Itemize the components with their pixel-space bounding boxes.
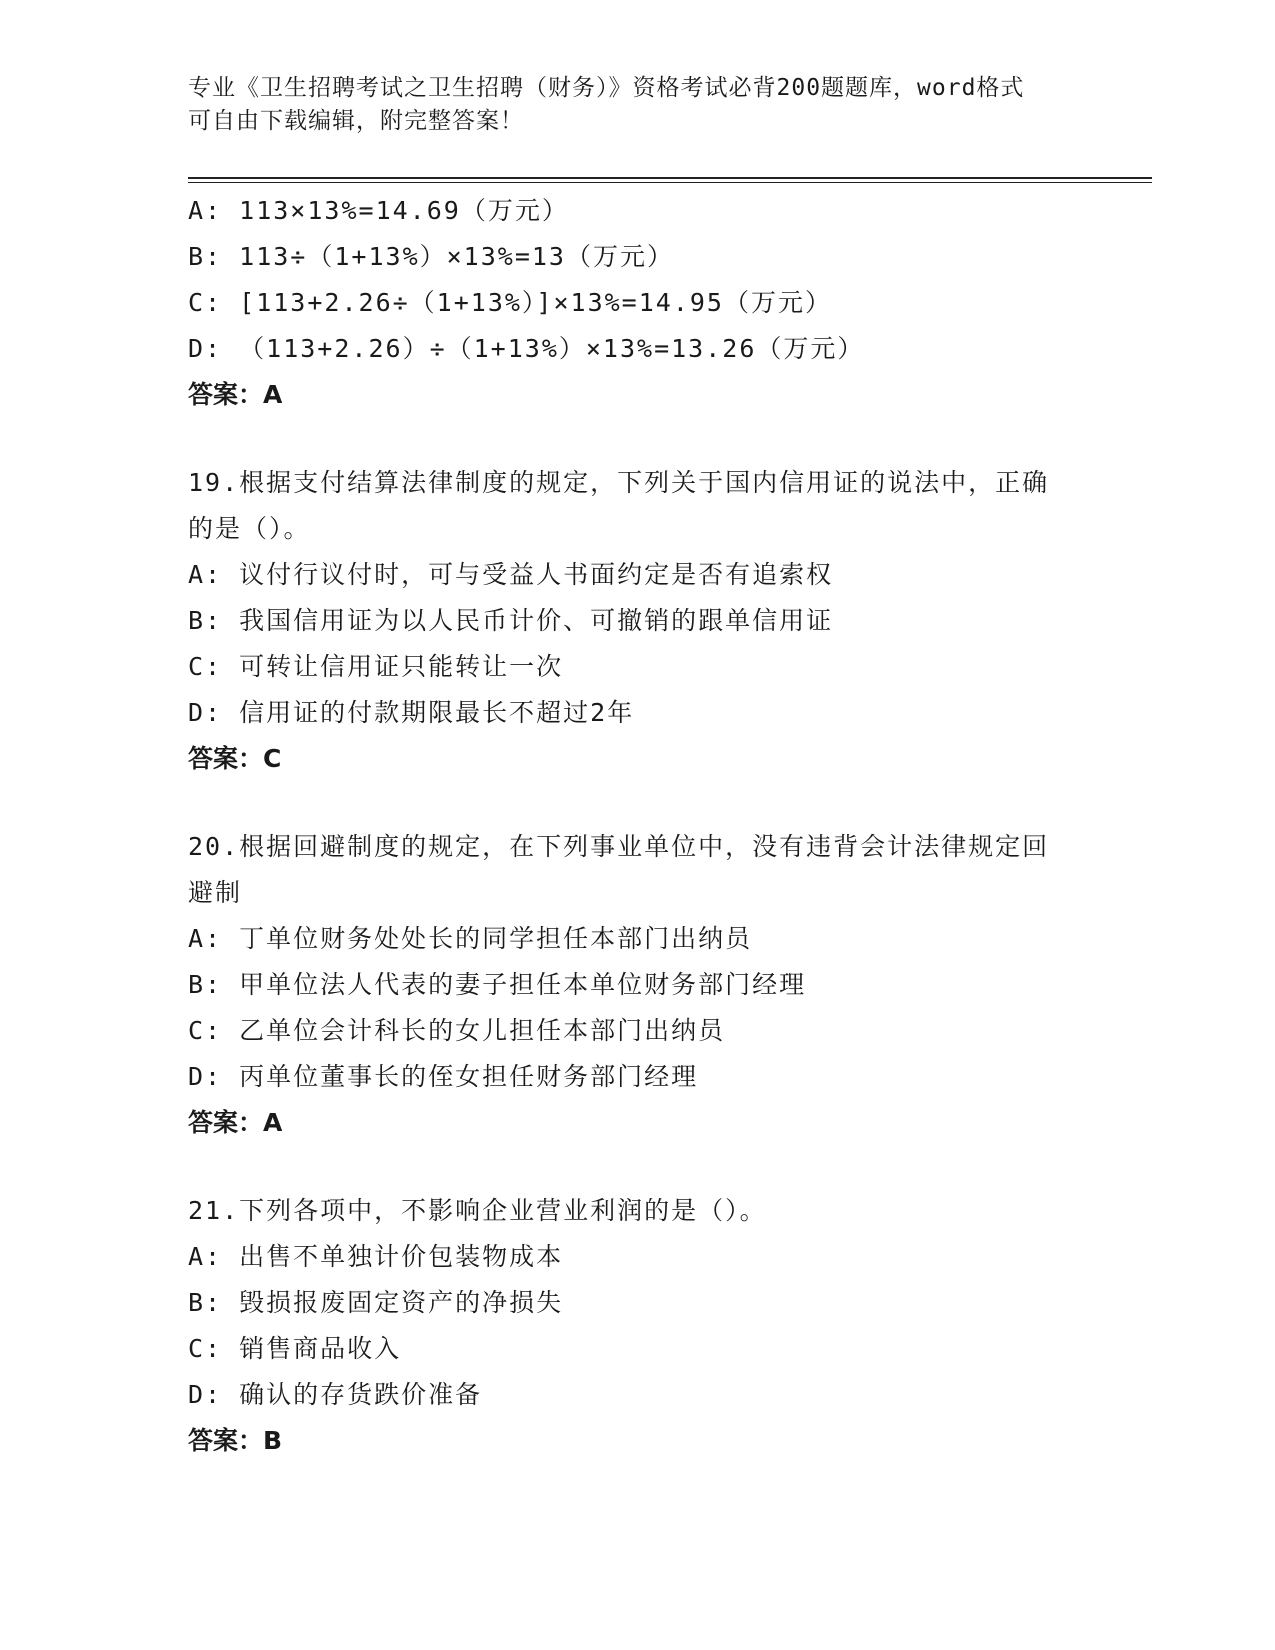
- option-d: D: （113+2.26）÷（1+13%）×13%=13.26（万元）: [188, 334, 865, 363]
- question-stem: 19.根据支付结算法律制度的规定，下列关于国内信用证的说法中，正确的是（）。: [188, 468, 1050, 543]
- option-b: B: 我国信用证为以人民币计价、可撤销的跟单信用证: [188, 606, 834, 635]
- answer-line: 答案：B: [188, 1426, 283, 1455]
- document-header: [188, 72, 1088, 138]
- option-c: C: [113+2.26÷（1+13%）]×13%=14.95（万元）: [188, 288, 832, 317]
- question-content: [188, 188, 1088, 1464]
- option-d: D: 丙单位董事长的侄女担任财务部门经理: [188, 1062, 699, 1091]
- question-21: [188, 1188, 1088, 1464]
- option-b: B: 毁损报废固定资产的净损失: [188, 1288, 564, 1317]
- header-divider: [188, 177, 1152, 183]
- option-a: A: 丁单位财务处处长的同学担任本部门出纳员: [188, 924, 753, 953]
- answer-line: 答案：A: [188, 1108, 283, 1137]
- option-c: C: 可转让信用证只能转让一次: [188, 652, 564, 681]
- question-20: [188, 824, 1088, 1146]
- option-d: D: 信用证的付款期限最长不超过2年: [188, 698, 635, 727]
- option-b: B: 113÷（1+13%）×13%=13（万元）: [188, 242, 674, 271]
- option-c: C: 乙单位会计科长的女儿担任本部门出纳员: [188, 1016, 726, 1045]
- previous-question: [188, 188, 1088, 418]
- question-19: [188, 460, 1088, 782]
- option-a: A: 113×13%=14.69（万元）: [188, 196, 569, 225]
- question-stem: 20.根据回避制度的规定，在下列事业单位中，没有违背会计法律规定回避制: [188, 832, 1050, 907]
- question-stem: 21.下列各项中，不影响企业营业利润的是（）。: [188, 1196, 767, 1225]
- answer-line: 答案：A: [188, 380, 283, 409]
- option-a: A: 议付行议付时，可与受益人书面约定是否有追索权: [188, 560, 834, 589]
- option-a: A: 出售不单独计价包装物成本: [188, 1242, 564, 1271]
- answer-line: 答案：C: [188, 744, 282, 773]
- header-line-2: 可自由下载编辑，附完整答案！: [188, 108, 524, 134]
- option-d: D: 确认的存货跌价准备: [188, 1380, 483, 1409]
- option-b: B: 甲单位法人代表的妻子担任本单位财务部门经理: [188, 970, 807, 999]
- option-c: C: 销售商品收入: [188, 1334, 402, 1363]
- header-line-1: 专业《卫生招聘考试之卫生招聘（财务）》资格考试必背200题题库，word格式: [188, 75, 1025, 101]
